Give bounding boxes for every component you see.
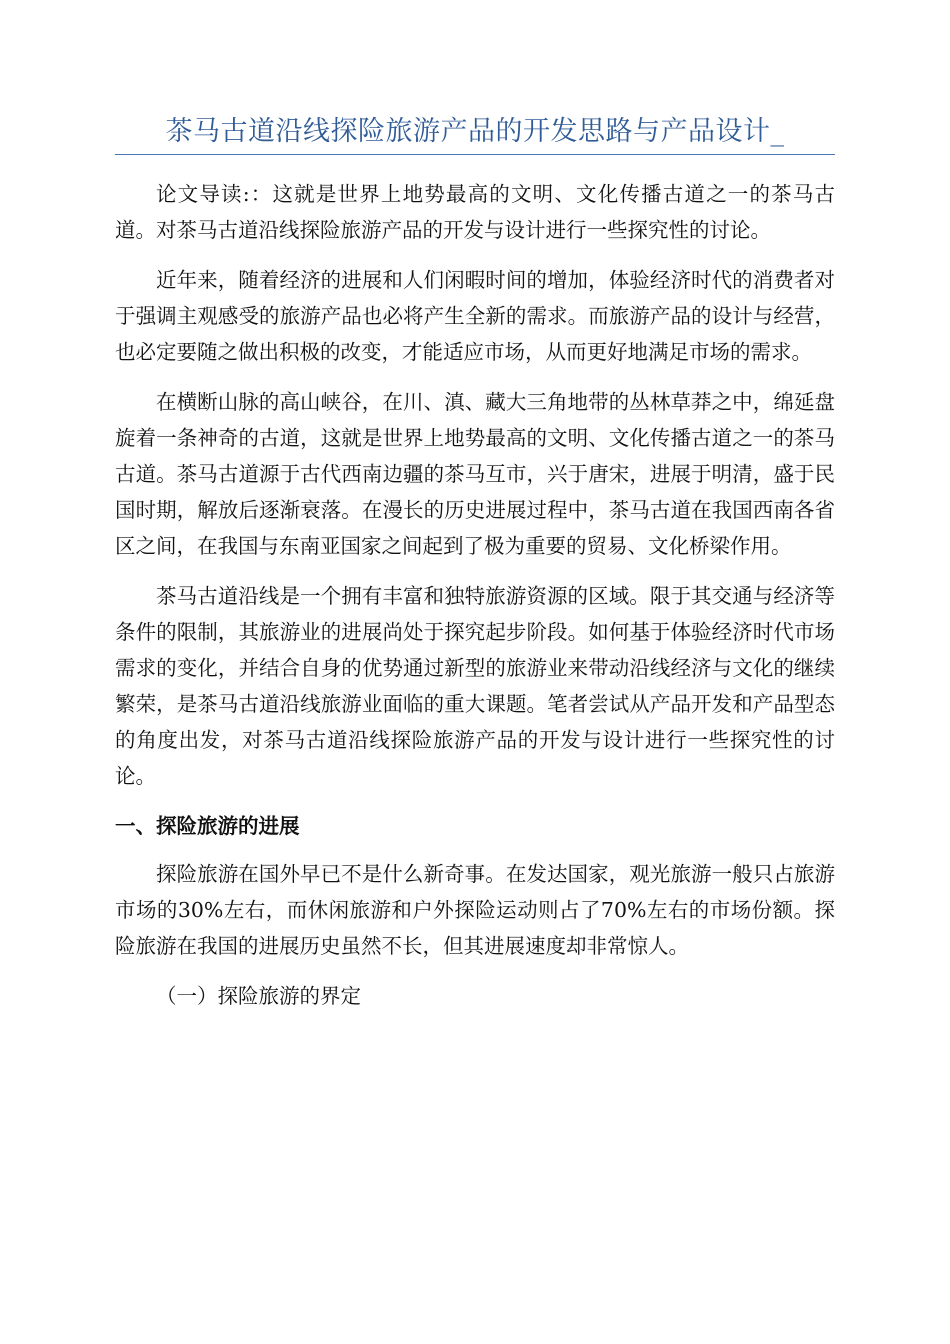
paragraph-abstract: 论文导读:：这就是世界上地势最高的文明、文化传播古道之一的茶马古道。对茶马古道沿线探险旅游产品的开发与设计进行一些探究性的讨论。 [115, 182, 835, 242]
title-underline [115, 154, 835, 155]
paragraph-section: 探险旅游在国外早已不是什么新奇事。在发达国家，观光旅游一般只占旅游市场的30%左右，而休闲旅游和户外探险运动则占了70%左右的市场份额。探险旅游在我国的进展历史虽然不长，但其进展速度却非常惊人。 [115, 862, 835, 958]
section-heading: 一、探险旅游的进展 [115, 814, 300, 838]
paragraph-intro: 近年来，随着经济的进展和人们闲暇时间的增加，体验经济时代的消费者对于强调主观感受的旅游产品也必将产生全新的需求。而旅游产品的设计与经营，也必定要随之做出积极的改变，才能适应市场，从而更好地满足市场的需求。 [115, 268, 835, 364]
paragraph-background: 在横断山脉的高山峡谷，在川、滇、藏大三角地带的丛林草莽之中，绵延盘旋着一条神奇的古道，这就是世界上地势最高的文明、文化传播古道之一的茶马古道。茶马古道源于古代西南边疆的茶马互市，兴于唐宋，进展于明清，盛于民国时期，解放后逐渐衰落。在漫长的历史进展过程中，茶马古道在我国西南各省区之间，在我国与东南亚国家之间起到了极为重要的贸易、文化桥梁作用。 [115, 390, 835, 558]
subsection-heading: （一）探险旅游的界定 [156, 984, 361, 1008]
document-title: 茶马古道沿线探险旅游产品的开发思路与产品设计_ [165, 116, 785, 147]
paragraph-purpose: 茶马古道沿线是一个拥有丰富和独特旅游资源的区域。限于其交通与经济等条件的限制，其旅游业的进展尚处于探究起步阶段。如何基于体验经济时代市场需求的变化，并结合自身的优势通过新型的旅游业来带动沿线经济与文化的继续繁荣，是茶马古道沿线旅游业面临的重大课题。笔者尝试从产品开发和产品型态的角度出发，对茶马古道沿线探险旅游产品的开发与设计进行一些探究性的讨论。 [115, 584, 835, 788]
document-body [115, 176, 835, 1014]
